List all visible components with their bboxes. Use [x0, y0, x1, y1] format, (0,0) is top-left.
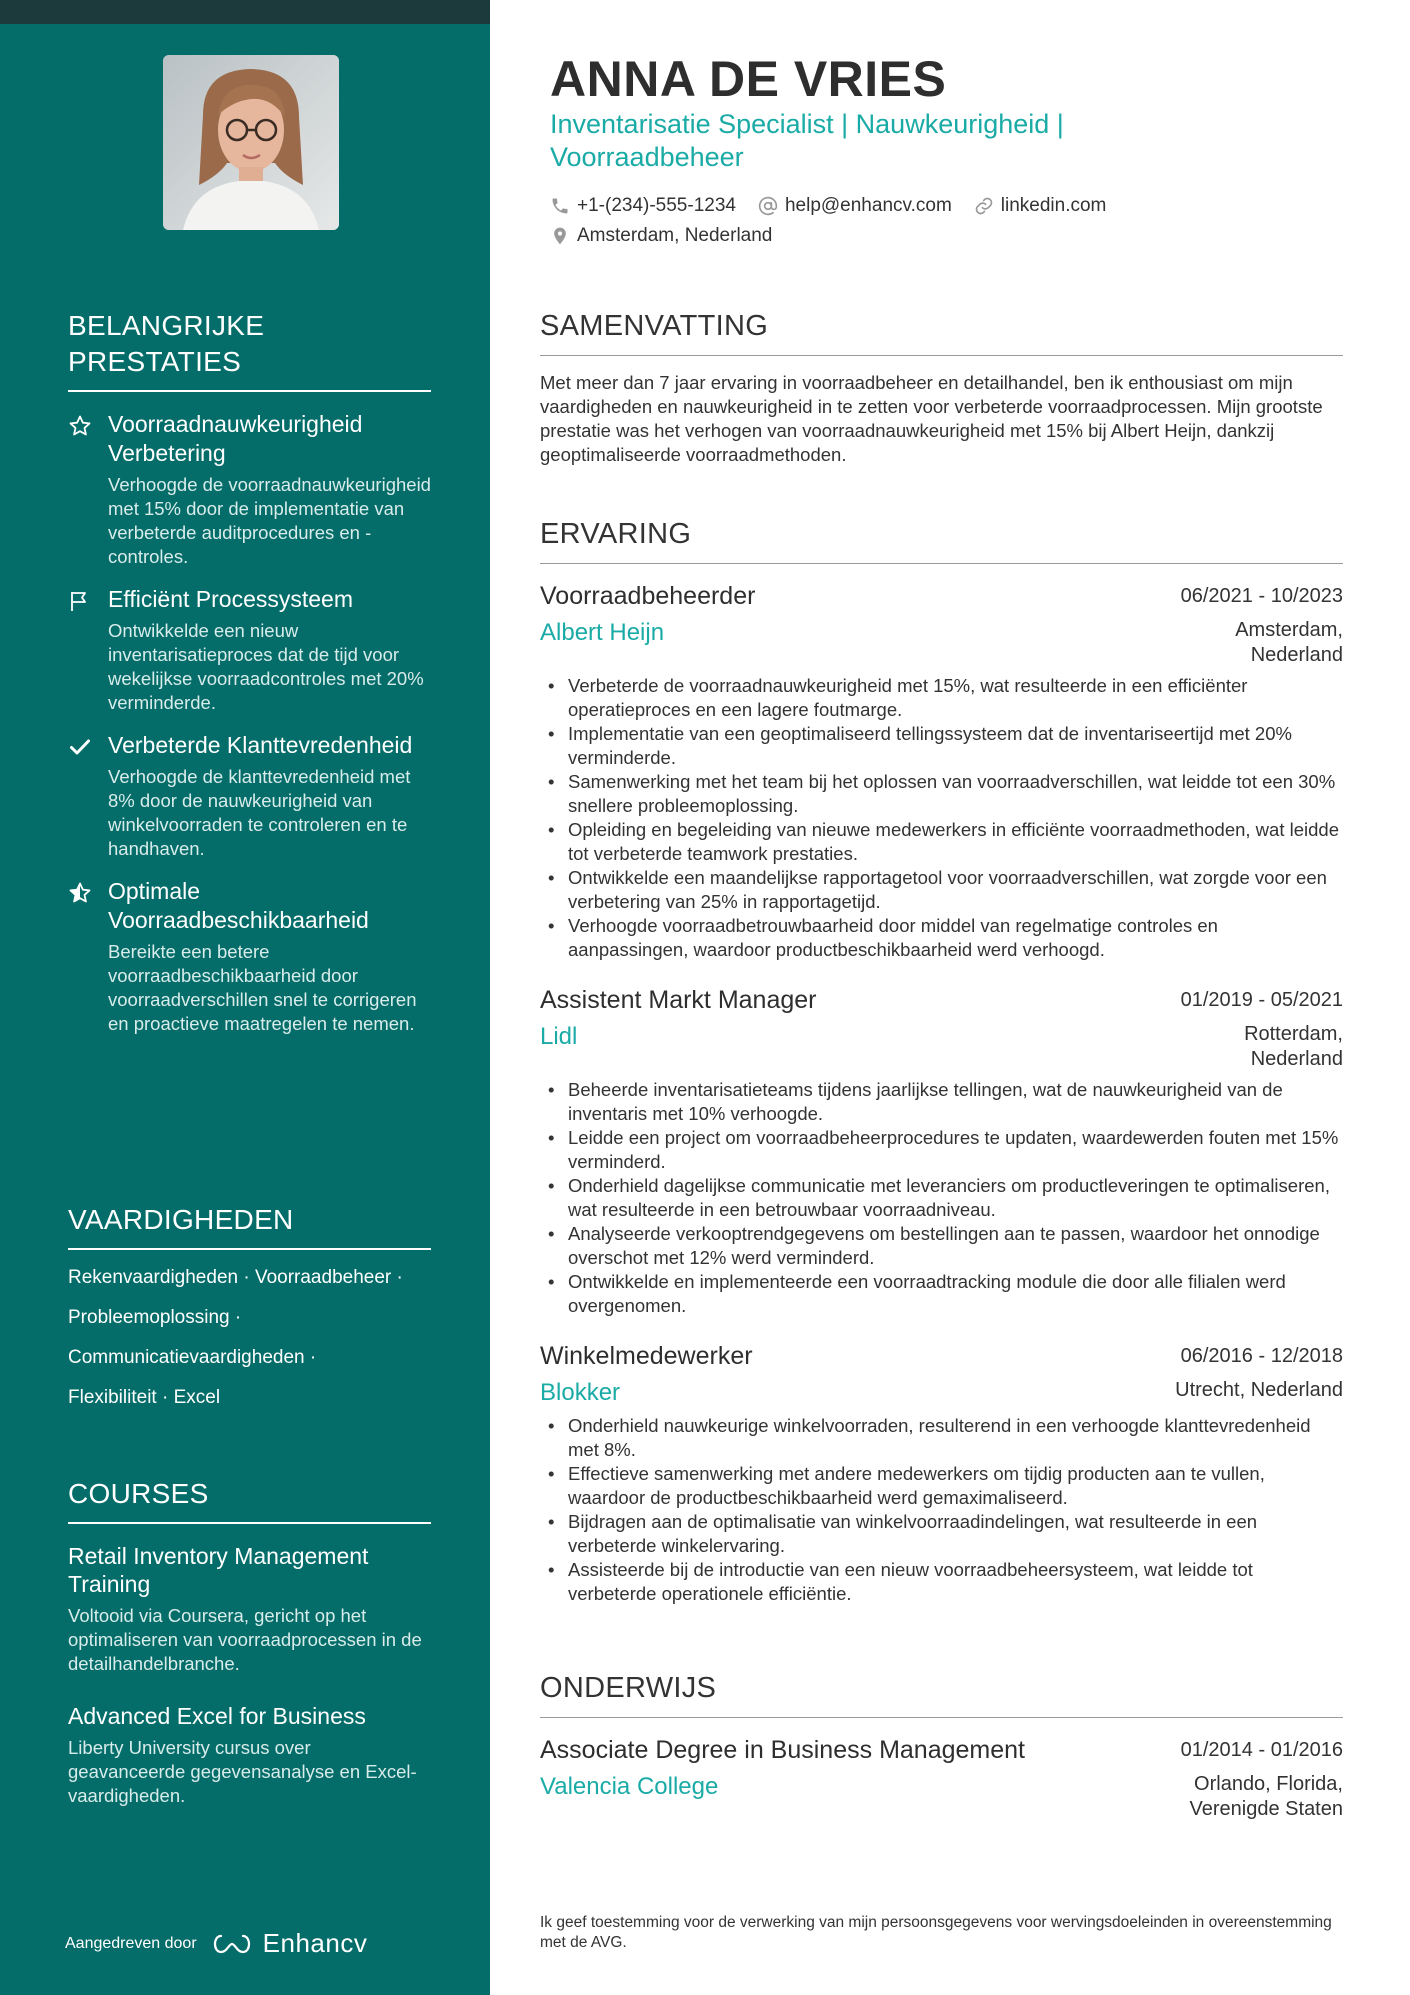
achievements-section	[68, 308, 431, 1036]
job-bullets	[540, 1414, 1343, 1606]
achievement-title: Voorraadnauwkeurigheid Verbetering	[108, 411, 363, 466]
flag-icon	[68, 589, 92, 613]
achievement-item	[68, 877, 431, 1036]
course-title: Retail Inventory Management Training	[68, 1543, 369, 1597]
candidate-tagline: Inventarisatie Specialist | Nauwkeurigheid | Voorraadbeheer	[550, 109, 1064, 172]
job-bullet: • Samenwerking met het team bij het oplossen van voorraadverschillen, wat leidde tot een 30% snellere probleemoplossing.	[540, 770, 1343, 818]
skill-line: Communicatievaardigheden ·	[68, 1347, 317, 1368]
enhancv-logo-icon	[209, 1932, 255, 1956]
education-school: Valencia College	[540, 1773, 719, 1800]
course-desc: Voltooid via Coursera, gericht op het optimaliseren van voorraadprocessen in de detailhandelbranche.	[68, 1605, 422, 1674]
job-bullet: • Effectieve samenwerking met andere medewerkers om tijdig producten aan te vullen, waardoor de productbeschikbaarheid werd gemaximaliseerd.	[540, 1462, 1343, 1510]
skills-heading: VAARDIGHEDEN	[68, 1202, 431, 1250]
skill-line: Probleemoplossing ·	[68, 1307, 242, 1328]
job-bullet: • Verbeterde de voorraadnauwkeurigheid met 15%, wat resulteerde in een efficiënter operatieproces en een lagere foutmarge.	[540, 674, 1343, 722]
job-title: Winkelmedewerker	[540, 1342, 753, 1370]
job-bullet: • Onderhield nauwkeurige winkelvoorraden, resulterend in een verhoogde klanttevredenheid met 8%.	[540, 1414, 1343, 1462]
job-company: Lidl	[540, 1023, 578, 1050]
achievement-item	[68, 585, 431, 715]
job-bullet: • Bijdragen aan de optimalisatie van winkelvoorraadindelingen, wat resulteerde in een verbeterde winkelervaring.	[540, 1510, 1343, 1558]
email-text: help@enhancv.com	[784, 195, 952, 216]
powered-by	[65, 1928, 367, 1959]
achievement-desc: Verhoogde de voorraadnauwkeurigheid met 15% door de implementatie van verbeterde auditprocedures en -controles.	[108, 474, 431, 567]
skills-list	[68, 1266, 431, 1410]
course-title: Advanced Excel for Business	[68, 1703, 366, 1729]
phone-icon	[550, 196, 570, 216]
enhancv-logo[interactable]	[209, 1928, 368, 1959]
skill-line: Flexibiliteit · Excel	[68, 1387, 221, 1408]
achievement-item	[68, 410, 431, 569]
consent-text: Ik geef toestemming voor de verwerking van mijn persoonsgegevens voor wervingsdoeleinden in overeenstemming met de AVG.	[540, 1914, 1332, 1951]
achievement-desc: Verhoogde de klanttevredenheid met 8% door de nauwkeurigheid van winkelvoorraden te controleren en te handhaven.	[108, 766, 411, 859]
star-half-icon	[68, 881, 92, 905]
job-dates: 01/2019 - 05/2021	[1180, 989, 1343, 1011]
job-entry	[540, 984, 1343, 1318]
star-outline-icon	[68, 414, 92, 438]
candidate-name: ANNA DE VRIES	[550, 51, 947, 107]
job-dates: 06/2021 - 10/2023	[1180, 585, 1343, 607]
achievement-desc: Bereikte een betere voorraadbeschikbaarheid door voorraadverschillen snel te corrigeren en proactieve maatregelen te nemen.	[108, 941, 417, 1034]
achievement-title: Optimale Voorraadbeschikbaarheid	[108, 878, 369, 933]
phone-text: +1-(234)-555-1234	[577, 195, 736, 216]
job-entry	[540, 1340, 1343, 1606]
experience-heading: ERVARING	[540, 518, 1343, 564]
sidebar	[0, 0, 490, 1995]
courses-heading: COURSES	[68, 1476, 431, 1524]
summary-section	[540, 310, 1343, 467]
achievement-title: Efficiënt Processysteem	[108, 586, 354, 612]
website-text: linkedin.com	[1000, 195, 1107, 216]
achievement-item	[68, 731, 431, 861]
contact-row-2	[550, 225, 772, 247]
profile-photo	[163, 55, 339, 230]
summary-heading: SAMENVATTING	[540, 310, 1343, 356]
job-bullet: • Assisteerde bij de introductie van een nieuw voorraadbeheersysteem, wat leidde tot verbeterde operationele efficiëntie.	[540, 1558, 1343, 1606]
job-bullet: • Opleiding en begeleiding van nieuwe medewerkers in efficiënte voorraadmethoden, wat leidde tot verbeterde teamwork prestaties.	[540, 818, 1343, 866]
achievements-heading: BELANGRIJKE PRESTATIES	[68, 308, 431, 392]
education-degree: Associate Degree in Business Management	[540, 1736, 1025, 1764]
location-pin-icon	[550, 226, 570, 246]
achievement-desc: Ontwikkelde een nieuw inventarisatieproces dat de tijd voor wekelijkse voorraadcontroles met 20% verminderde.	[108, 620, 424, 713]
job-location: Rotterdam, Nederland	[1244, 1023, 1343, 1070]
job-bullet: • Verhoogde voorraadbetrouwbaarheid door middel van regelmatige controles en aanpassingen, waardoor productbeschikbaarheid werd verhoogd.	[540, 914, 1343, 962]
checkmark-icon	[68, 735, 92, 759]
course-item	[68, 1702, 431, 1808]
job-title: Assistent Markt Manager	[540, 986, 817, 1014]
contact-location	[550, 225, 772, 247]
education-dates: 01/2014 - 01/2016	[1180, 1739, 1343, 1761]
job-bullet: • Implementatie van een geoptimaliseerd tellingssysteem dat de inventariseertijd met 20% verminderde.	[540, 722, 1343, 770]
powered-by-label: Aangedreven door	[65, 1934, 197, 1952]
job-entry	[540, 580, 1343, 962]
sidebar-top-bar	[0, 0, 490, 24]
link-icon	[974, 196, 994, 216]
education-location: Orlando, Florida, Verenigde Staten	[1189, 1773, 1343, 1820]
job-location: Utrecht, Nederland	[1175, 1379, 1343, 1401]
job-dates: 06/2016 - 12/2018	[1180, 1345, 1343, 1367]
enhancv-brand: Enhancv	[262, 1928, 368, 1958]
skill-line: Rekenvaardigheden · Voorraadbeheer ·	[68, 1267, 403, 1288]
course-desc: Liberty University cursus over geavanceerde gegevensanalyse en Excel-vaardigheden.	[68, 1737, 417, 1806]
summary-text: Met meer dan 7 jaar ervaring in voorraadbeheer en detailhandel, ben ik enthousiast om mijn vaardigheden en nauwkeurigheid in te zetten voor verbeterde voorraadprocessen. Mijn grootste prestatie was het verhogen van voorraadnauwkeurigheid met 15% bij Albert Heijn, dankzij geoptimaliseerde voorraadmethoden.	[540, 372, 1323, 465]
job-bullets	[540, 1078, 1343, 1318]
achievement-title: Verbeterde Klanttevredenheid	[108, 732, 413, 758]
contact-website[interactable]	[974, 195, 1107, 217]
at-sign-icon	[758, 196, 778, 216]
course-item	[68, 1542, 431, 1676]
job-company: Albert Heijn	[540, 619, 665, 646]
job-title: Voorraadbeheerder	[540, 582, 756, 610]
job-bullet: • Ontwikkelde en implementeerde een voorraadtracking module die door alle filialen werd overgenomen.	[540, 1270, 1343, 1318]
job-location: Amsterdam, Nederland	[1235, 619, 1343, 666]
experience-section	[540, 518, 1343, 1606]
education-heading: ONDERWIJS	[540, 1672, 1343, 1718]
contact-phone[interactable]	[550, 195, 736, 217]
contact-email[interactable]	[758, 195, 952, 217]
job-bullets	[540, 674, 1343, 962]
job-bullet: • Leidde een project om voorraadbeheerprocedures te updaten, waardewerden fouten met 15% verminderd.	[540, 1126, 1343, 1174]
courses-section	[68, 1476, 431, 1808]
location-text: Amsterdam, Nederland	[577, 225, 773, 246]
skills-section	[68, 1202, 431, 1426]
contact-row	[550, 195, 1106, 217]
job-bullet: • Analyseerde verkooptrendgegevens om bestellingen aan te passen, waardoor het onnodige overschot met 12% werd verminderd.	[540, 1222, 1343, 1270]
education-entry	[540, 1734, 1343, 1822]
job-company: Blokker	[540, 1379, 621, 1406]
job-bullet: • Onderhield dagelijkse communicatie met leveranciers om productleveringen te optimaliseren, wat resulteerde in een betrouwbaar voorraadniveau.	[540, 1174, 1343, 1222]
job-bullet: • Ontwikkelde een maandelijkse rapportagetool voor voorraadverschillen, wat zorgde voor een verbetering van 25% in rapportagetijd.	[540, 866, 1343, 914]
education-section	[540, 1672, 1343, 1822]
job-bullet: • Beheerde inventarisatieteams tijdens jaarlijkse tellingen, wat de nauwkeurigheid van de inventaris met 10% verhoogde.	[540, 1078, 1343, 1126]
